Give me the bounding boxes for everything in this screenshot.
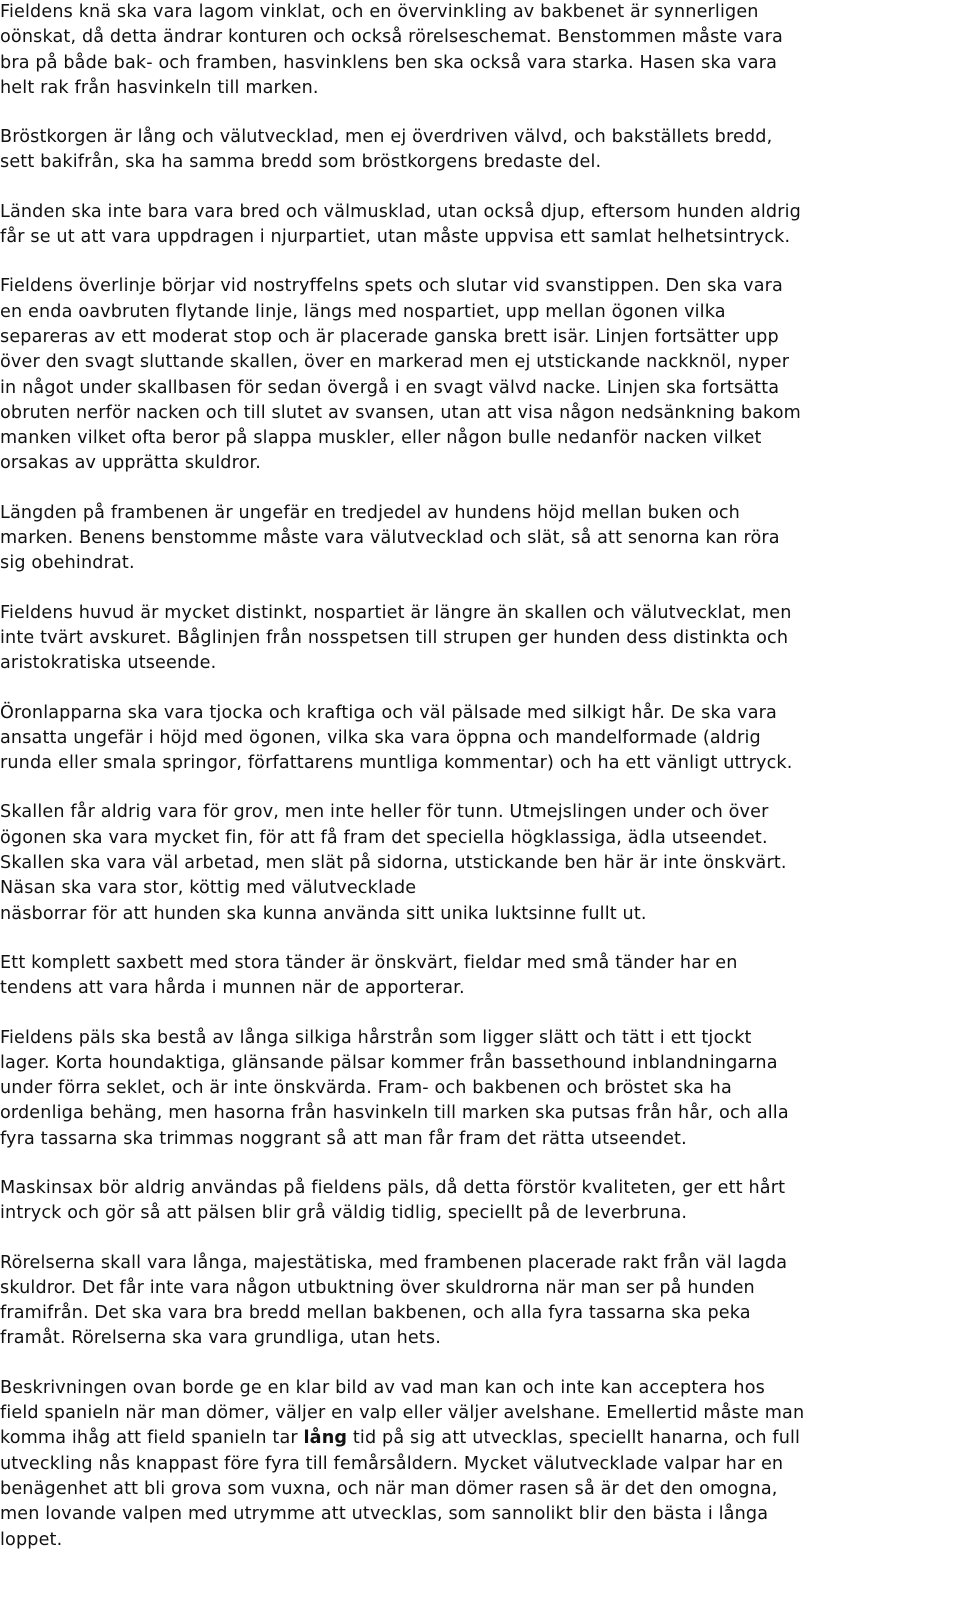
text-line: Fieldens päls ska bestå av långa silkiga hårstrån som ligger slätt och tätt i ett tjockt bbox=[0, 1027, 752, 1048]
text-segment: komma ihåg att field spanieln tar bbox=[0, 1428, 304, 1449]
text-line: Ett komplett saxbett med stora tänder är önskvärt, fieldar med små tänder har en bbox=[0, 952, 738, 973]
text-line: Längden på frambenen är ungefär en tredjedel av hundens höjd mellan buken och bbox=[0, 502, 740, 523]
paragraph-spacer bbox=[0, 101, 960, 125]
paragraph bbox=[0, 501, 960, 577]
paragraph-spacer bbox=[0, 1352, 960, 1376]
text-line: näsborrar för att hunden ska kunna använda sitt unika luktsinne fullt ut. bbox=[0, 903, 647, 924]
text-line: helt rak från hasvinkeln till marken. bbox=[0, 77, 319, 98]
text-line: in något under skallbasen för sedan övergå i en svagt välvd nacke. Linjen ska fortsätta bbox=[0, 377, 780, 398]
paragraph-spacer bbox=[0, 1002, 960, 1026]
text-line: bra på både bak- och framben, hasvinklens ben ska också vara starka. Hasen ska vara bbox=[0, 52, 778, 73]
paragraph-spacer bbox=[0, 776, 960, 800]
text-line: under förra seklet, och är inte önskvärda. Fram- och bakbenen och bröstet ska ha bbox=[0, 1078, 732, 1099]
text-line: Länden ska inte bara vara bred och välmusklad, utan också djup, eftersom hunden aldrig bbox=[0, 201, 801, 222]
text-line: ordenliga behäng, men hasorna från hasvinkeln till marken ska putsas från hår, och alla bbox=[0, 1103, 789, 1124]
paragraph-final bbox=[0, 1376, 960, 1553]
text-line: separeras av ett moderat stop och är placerade ganska brett isär. Linjen fortsätter upp bbox=[0, 326, 779, 347]
text-line: över den svagt sluttande skallen, över en markerad men ej utstickande nackknöl, nyper bbox=[0, 352, 790, 373]
text-line: skuldror. Det får inte vara någon utbuktning över skuldrorna när man ser på hunden bbox=[0, 1277, 755, 1298]
paragraph bbox=[0, 951, 960, 1002]
text-line: tendens att vara hårda i munnen när de apporterar. bbox=[0, 978, 465, 999]
text-line: loppet. bbox=[0, 1529, 63, 1550]
text-line: Bröstkorgen är lång och välutvecklad, men ej överdriven välvd, och bakställets bredd, bbox=[0, 127, 773, 148]
paragraph-spacer bbox=[0, 927, 960, 951]
paragraph bbox=[0, 1026, 960, 1152]
text-line: Skallen får aldrig vara för grov, men inte heller för tunn. Utmejslingen under och över bbox=[0, 802, 769, 823]
paragraph-spacer bbox=[0, 677, 960, 701]
paragraph-spacer bbox=[0, 1152, 960, 1176]
text-line bbox=[0, 1426, 960, 1451]
text-line: Näsan ska vara stor, köttig med välutvecklade bbox=[0, 878, 417, 899]
text-line: benägenhet att bli grova som vuxna, och när man dömer rasen så är det den omogna, bbox=[0, 1478, 778, 1499]
paragraph-spacer bbox=[0, 250, 960, 274]
text-line: Maskinsax bör aldrig användas på fieldens päls, då detta förstör kvaliteten, ger ett hårt bbox=[0, 1177, 786, 1198]
paragraph-spacer bbox=[0, 577, 960, 601]
paragraph-spacer bbox=[0, 1227, 960, 1251]
text-line: manken vilket ofta beror på slappa muskler, eller någon bulle nedanför nacken vilket bbox=[0, 428, 762, 449]
text-line: inte tvärt avskuret. Båglinjen från nosspetsen till strupen ger hunden dess distinkta och bbox=[0, 627, 789, 648]
text-line: ögonen ska vara mycket fin, för att få fram det speciella högklassiga, ädla utseendet. bbox=[0, 827, 768, 848]
text-line: Fieldens överlinje börjar vid nostryffelns spets och slutar vid svanstippen. Den ska vara bbox=[0, 276, 783, 297]
text-line: marken. Benens benstomme måste vara välutvecklad och slät, så att senorna kan röra bbox=[0, 528, 780, 549]
paragraph bbox=[0, 800, 960, 926]
text-line: framifrån. Det ska vara bra bredd mellan bakbenen, och alla fyra tassarna ska peka bbox=[0, 1303, 751, 1324]
text-line: Öronlapparna ska vara tjocka och kraftiga och väl pälsade med silkigt hår. De ska vara bbox=[0, 702, 777, 723]
text-line: ansatta ungefär i höjd med ögonen, vilka ska vara öppna och mandelformade (aldrig bbox=[0, 727, 761, 748]
paragraph-spacer bbox=[0, 176, 960, 200]
text-line: utveckling nås knappast före fyra till femårsåldern. Mycket välutvecklade valpar har en bbox=[0, 1453, 784, 1474]
text-line: obruten nerför nacken och till slutet av svansen, utan att visa någon nedsänkning bakom bbox=[0, 402, 801, 423]
text-line: Rörelserna skall vara långa, majestätiska, med frambenen placerade rakt från väl lagda bbox=[0, 1252, 788, 1273]
text-line: intryck och gör så att pälsen blir grå väldig tidlig, speciellt på de leverbruna. bbox=[0, 1203, 688, 1224]
text-line: runda eller smala springor, författarens muntliga kommentar) och ha ett vänligt uttryck. bbox=[0, 753, 793, 774]
text-line: Skallen ska vara väl arbetad, men slät på sidorna, utstickande ben här är inte önskvärt. bbox=[0, 853, 787, 874]
text-line: Beskrivningen ovan borde ge en klar bild av vad man kan och inte kan acceptera hos bbox=[0, 1377, 765, 1398]
text-line: oönskat, då detta ändrar konturen och också rörelseschemat. Benstommen måste vara bbox=[0, 27, 783, 48]
paragraph bbox=[0, 601, 960, 677]
paragraph bbox=[0, 701, 960, 777]
text-line: lager. Korta houndaktiga, glänsande pälsar kommer från bassethound inblandningarna bbox=[0, 1052, 778, 1073]
text-line: får se ut att vara uppdragen i njurpartiet, utan måste uppvisa ett samlat helhetsintryck. bbox=[0, 227, 791, 248]
text-line: aristokratiska utseende. bbox=[0, 653, 217, 674]
text-line: field spanieln när man dömer, väljer en valp eller väljer avelshane. Emellertid måste man bbox=[0, 1403, 805, 1424]
text-line: Fieldens huvud är mycket distinkt, nospartiet är längre än skallen och välutvecklat, men bbox=[0, 602, 792, 623]
text-segment: tid på sig att utvecklas, speciellt hanarna, och full bbox=[347, 1428, 801, 1449]
paragraph bbox=[0, 1251, 960, 1352]
text-line: orsakas av upprätta skuldror. bbox=[0, 453, 262, 474]
paragraph bbox=[0, 274, 960, 476]
text-line: sett bakifrån, ska ha samma bredd som bröstkorgens bredaste del. bbox=[0, 152, 602, 173]
text-line: Fieldens knä ska vara lagom vinklat, och en övervinkling av bakbenet är synnerligen bbox=[0, 2, 759, 22]
paragraph bbox=[0, 200, 960, 251]
paragraph bbox=[0, 0, 960, 101]
text-line: sig obehindrat. bbox=[0, 553, 135, 574]
paragraph-spacer bbox=[0, 477, 960, 501]
paragraph bbox=[0, 125, 960, 176]
text-line: framåt. Rörelserna ska vara grundliga, utan hets. bbox=[0, 1328, 441, 1349]
text-line: en enda oavbruten flytande linje, längs med nospartiet, upp mellan ögonen vilka bbox=[0, 301, 726, 322]
emphasis-text: lång bbox=[303, 1428, 348, 1449]
paragraph bbox=[0, 1176, 960, 1227]
text-line: fyra tassarna ska trimmas noggrant så att man får fram det rätta utseendet. bbox=[0, 1128, 687, 1149]
text-line: men lovande valpen med utrymme att utvecklas, som sannolikt blir den bästa i långa bbox=[0, 1504, 769, 1525]
